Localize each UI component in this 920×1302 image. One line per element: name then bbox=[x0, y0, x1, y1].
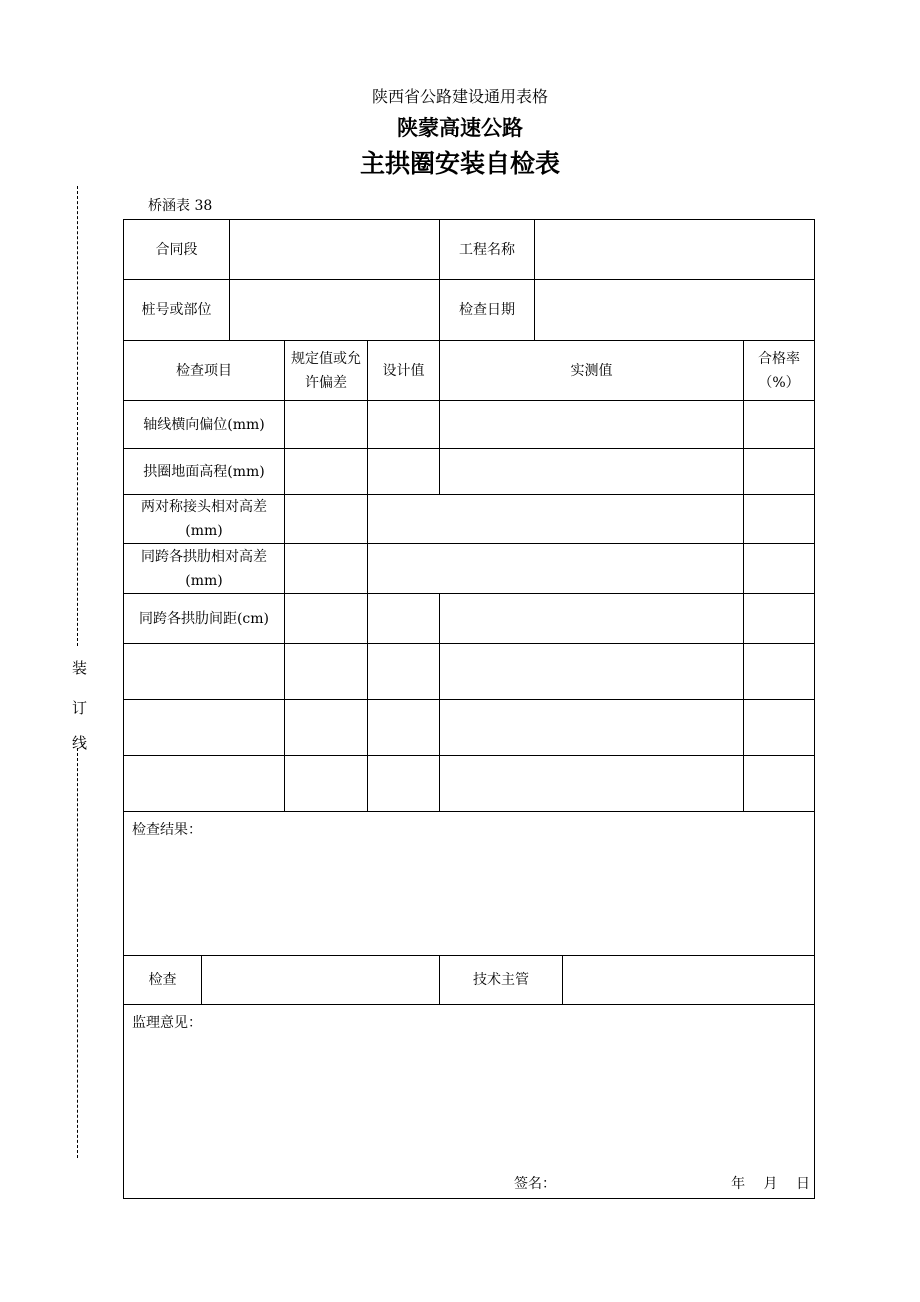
item-cell[interactable] bbox=[124, 700, 285, 756]
design-cell[interactable] bbox=[368, 449, 440, 495]
row-item-label: 同跨各拱肋相对高差(mm) bbox=[124, 544, 285, 594]
measured-cell[interactable] bbox=[368, 495, 744, 544]
pass-rate-cell[interactable] bbox=[744, 449, 815, 495]
contract-field-left[interactable] bbox=[230, 220, 285, 279]
item-cell[interactable] bbox=[124, 644, 285, 700]
supervision-cell[interactable] bbox=[124, 1005, 815, 1199]
table-row bbox=[124, 401, 815, 449]
form-title: 主拱圈安装自检表 bbox=[359, 149, 560, 178]
col-header-design: 设计值 bbox=[368, 341, 440, 401]
spec-cell[interactable] bbox=[285, 495, 368, 544]
design-cell[interactable] bbox=[368, 644, 440, 700]
project-name-field[interactable] bbox=[535, 220, 815, 280]
technical-label: 技术主管 bbox=[440, 956, 563, 1005]
station-row bbox=[124, 280, 815, 341]
spec-cell[interactable] bbox=[285, 594, 368, 644]
inspector-field[interactable] bbox=[202, 956, 440, 1005]
pass-rate-cell[interactable] bbox=[744, 700, 815, 756]
inspection-form-table bbox=[123, 219, 815, 1199]
result-cell[interactable] bbox=[124, 812, 815, 956]
station-field-left[interactable] bbox=[230, 280, 285, 340]
col-header-measured: 实测值 bbox=[440, 341, 744, 401]
table-row bbox=[124, 594, 815, 644]
project-name-label: 工程名称 bbox=[440, 220, 535, 280]
contract-row bbox=[124, 220, 815, 280]
row-item-label: 两对称接头相对高差(mm) bbox=[124, 495, 285, 544]
measured-cell[interactable] bbox=[440, 700, 744, 756]
col-header-pass-rate: 合格率（%） bbox=[744, 341, 815, 401]
technical-field[interactable] bbox=[563, 956, 815, 1005]
table-row bbox=[124, 700, 815, 756]
province-form-line: 陕西省公路建设通用表格 bbox=[371, 87, 548, 106]
pass-rate-cell[interactable] bbox=[744, 644, 815, 700]
table-row bbox=[124, 449, 815, 495]
supervision-label: 监理意见： bbox=[132, 1015, 202, 1031]
contract-field[interactable] bbox=[285, 220, 440, 280]
binding-line-top bbox=[77, 186, 78, 646]
measured-cell[interactable] bbox=[440, 401, 744, 449]
binding-char-1: 装 bbox=[72, 659, 88, 677]
spec-cell[interactable] bbox=[285, 544, 368, 594]
row-item-label: 同跨各拱肋间距(cm) bbox=[124, 594, 285, 644]
table-row bbox=[124, 756, 815, 812]
table-row bbox=[124, 644, 815, 700]
pass-rate-cell[interactable] bbox=[744, 594, 815, 644]
form-number: 桥涵表 38 bbox=[148, 198, 213, 214]
signature-label: 签名： bbox=[514, 1176, 556, 1192]
col-header-spec: 规定值或允许偏差 bbox=[285, 341, 368, 401]
supervision-row bbox=[124, 1005, 815, 1199]
binding-char-2: 订 bbox=[72, 699, 88, 717]
check-date-label: 检查日期 bbox=[440, 280, 535, 341]
station-label: 桩号或部位 bbox=[124, 280, 230, 340]
spec-cell[interactable] bbox=[285, 700, 368, 756]
column-header-row bbox=[124, 341, 815, 401]
row-item-label: 轴线横向偏位(mm) bbox=[124, 401, 285, 449]
design-cell[interactable] bbox=[368, 594, 440, 644]
design-cell[interactable] bbox=[368, 401, 440, 449]
spec-cell[interactable] bbox=[285, 449, 368, 495]
col-header-item: 检查项目 bbox=[124, 341, 285, 401]
table-row bbox=[124, 495, 815, 544]
measured-cell[interactable] bbox=[440, 594, 744, 644]
date-label: 年 月 日 bbox=[731, 1176, 810, 1192]
contract-label-cell bbox=[124, 220, 285, 280]
measured-cell[interactable] bbox=[440, 756, 744, 812]
table-row bbox=[124, 544, 815, 594]
pass-rate-cell[interactable] bbox=[744, 544, 815, 594]
spec-cell[interactable] bbox=[285, 756, 368, 812]
item-cell[interactable] bbox=[124, 756, 285, 812]
row-item-label: 拱圈地面高程(mm) bbox=[124, 449, 285, 495]
spec-cell[interactable] bbox=[285, 401, 368, 449]
spec-cell[interactable] bbox=[285, 644, 368, 700]
measured-cell[interactable] bbox=[368, 544, 744, 594]
pass-rate-cell[interactable] bbox=[744, 495, 815, 544]
signoff-row bbox=[124, 956, 815, 1005]
result-row bbox=[124, 812, 815, 956]
check-date-field[interactable] bbox=[535, 280, 815, 341]
design-cell[interactable] bbox=[368, 700, 440, 756]
measured-cell[interactable] bbox=[440, 449, 744, 495]
measured-cell[interactable] bbox=[440, 644, 744, 700]
design-cell[interactable] bbox=[368, 756, 440, 812]
binding-char-3: 线 bbox=[72, 734, 88, 752]
station-label-cell bbox=[124, 280, 285, 341]
project-name-heading: 陕蒙高速公路 bbox=[397, 116, 523, 140]
pass-rate-cell[interactable] bbox=[744, 756, 815, 812]
contract-label: 合同段 bbox=[124, 220, 230, 279]
result-label: 检查结果： bbox=[132, 822, 202, 838]
inspector-label: 检查 bbox=[124, 956, 202, 1005]
pass-rate-cell[interactable] bbox=[744, 401, 815, 449]
binding-line-bottom bbox=[77, 748, 78, 1158]
station-field[interactable] bbox=[285, 280, 440, 341]
